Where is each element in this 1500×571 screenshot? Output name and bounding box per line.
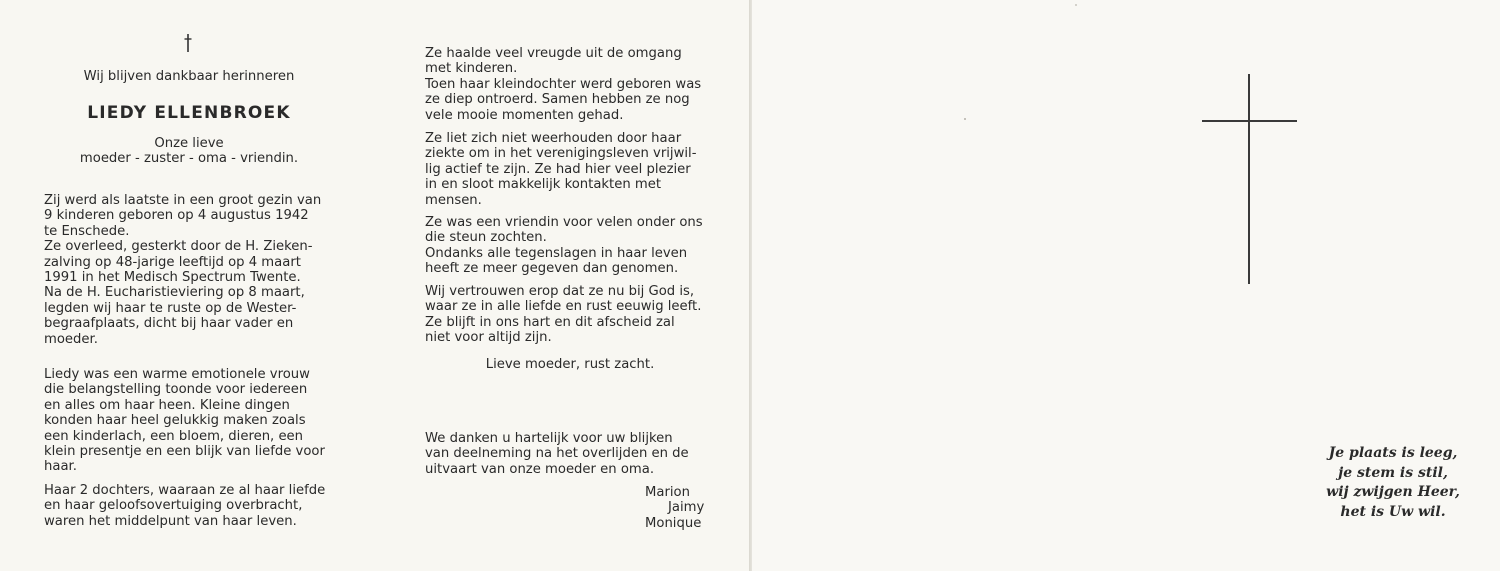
subtitle — [44, 136, 334, 167]
subtitle-line: Onze lieve — [154, 136, 224, 151]
text-line: waren het middelpunt van haar leven. — [44, 513, 297, 529]
poem — [1318, 444, 1468, 522]
left-paragraph-3 — [44, 483, 334, 529]
text-line: Wij vertrouwen erop dat ze nu bij God is, — [425, 284, 695, 299]
deceased-name: LIEDY ELLENBROEK — [87, 103, 291, 123]
text-line: in en sloot makkelijk kontakten met — [425, 177, 662, 193]
text-line: een kinderlach, een bloem, dieren, een — [44, 428, 304, 444]
text-line: haar. — [44, 459, 77, 475]
text-line: Ze haalde veel vreugde uit de omgang — [425, 46, 682, 61]
small-cross-icon — [183, 33, 193, 53]
text-line: We danken u hartelijk voor uw blijken — [425, 431, 673, 446]
intro-text: Wij blijven dankbaar herinneren — [83, 69, 295, 84]
text-line: zalving op 48-jarige leeftijd op 4 maart — [44, 254, 301, 270]
text-line: ze diep ontroerd. Samen hebben ze nog — [425, 92, 690, 108]
text-line: heeft ze meer gegeven dan genomen. — [425, 261, 679, 277]
text-line: lig actief te zijn. Ze had hier veel plezier — [425, 161, 691, 177]
text-line: en haar geloofsovertuiging overbracht, — [44, 498, 303, 514]
text-line: Toen haar kleindochter werd geboren was — [425, 76, 702, 92]
thanks-paragraph — [425, 431, 715, 477]
text-line: Haar 2 dochters, waaraan ze al haar liefde — [44, 483, 326, 498]
text-line: moeder. — [44, 331, 98, 347]
middle-paragraph-2 — [425, 131, 715, 208]
left-paragraph-1 — [44, 193, 334, 347]
text-line: begraafplaats, dicht bij haar vader en — [44, 316, 294, 332]
text-line: klein presentje en een blijk van liefde voor — [44, 444, 325, 460]
text-line: Liedy was een warme emotionele vrouw — [44, 367, 310, 382]
text-line: die steun zochten. — [425, 230, 547, 246]
text-line: Ze overleed, gesterkt door de H. Zieken- — [44, 239, 313, 255]
text-line: Na de H. Eucharistieviering op 8 maart, — [44, 285, 305, 301]
signature-monique: Monique — [645, 516, 702, 531]
text-line: 1991 in het Medisch Spectrum Twente. — [44, 270, 301, 286]
text-line: met kinderen. — [425, 61, 518, 77]
subtitle-line: moeder - zuster - oma - vriendin. — [79, 151, 299, 167]
text-line: uitvaart van onze moeder en oma. — [425, 461, 655, 477]
text-line: Ondanks alle tegenslagen in haar leven — [425, 245, 688, 261]
text-line: legden wij haar te ruste op de Wester- — [44, 300, 297, 316]
text-line: waar ze in alle liefde en rust eeuwig leeft. — [425, 299, 702, 315]
middle-paragraph-1 — [425, 46, 715, 123]
left-paragraph-2 — [44, 367, 334, 475]
paper-speck — [1075, 4, 1077, 6]
text-line: Ze blijft in ons hart en dit afscheid zal — [425, 314, 675, 330]
text-line: te Enschede. — [44, 223, 130, 239]
text-line: Zij werd als laatste in een groot gezin van — [44, 193, 322, 208]
poem-line: het is Uw wil. — [1340, 503, 1446, 520]
text-line: 9 kinderen geboren op 4 augustus 1942 — [44, 208, 309, 224]
middle-paragraph-3 — [425, 215, 715, 277]
text-line: van deelneming na het overlijden en de — [425, 446, 689, 462]
closing-line: Lieve moeder, rust zacht. — [485, 357, 655, 372]
text-line: niet voor altijd zijn. — [425, 330, 552, 346]
middle-paragraph-4 — [425, 284, 715, 346]
paper-speck — [964, 118, 966, 120]
text-line: ziekte om in het verenigingsleven vrijwil- — [425, 146, 697, 162]
text-line: Ze liet zich niet weerhouden door haar — [425, 131, 682, 146]
text-line: vele mooie momenten gehad. — [425, 107, 624, 123]
text-line: konden haar heel gelukkig maken zoals — [44, 413, 306, 429]
large-cross-icon — [1200, 72, 1300, 287]
poem-line: wij zwijgen Heer, — [1326, 484, 1460, 500]
poem-line: Je plaats is leeg, — [1328, 445, 1458, 461]
signature-jaimy: Jaimy — [668, 500, 705, 515]
poem-line: je stem is stil, — [1338, 464, 1448, 481]
signature-marion: Marion — [645, 485, 690, 500]
text-line: die belangstelling toonde voor iedereen — [44, 382, 308, 398]
text-line: mensen. — [425, 192, 482, 208]
text-line: Ze was een vriendin voor velen onder ons — [425, 215, 703, 230]
text-line: en alles om haar heen. Kleine dingen — [44, 397, 290, 413]
